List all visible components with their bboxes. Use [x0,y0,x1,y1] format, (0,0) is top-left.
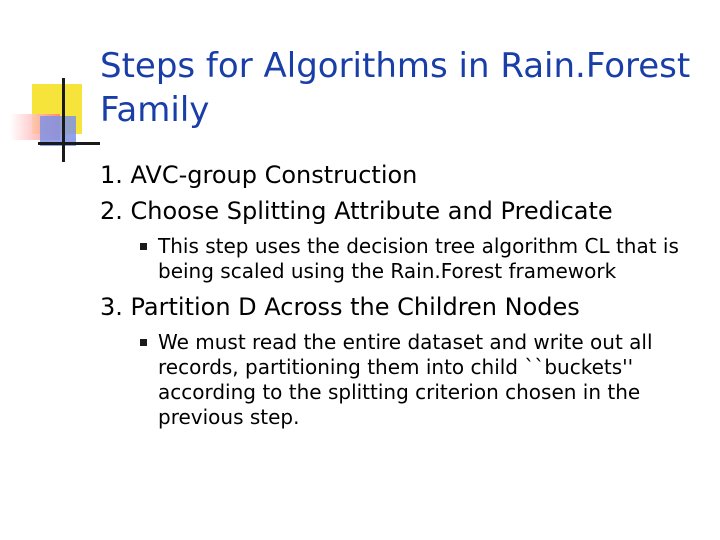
step-3-detail [100,330,698,430]
step-1: 1. AVC-group Construction [100,161,418,189]
step-2-detail-text: This step uses the decision tree algorithm CL that is being scaled using the Rain.Forest framework [158,234,679,283]
slide-title: Steps for Algorithms in Rain.Forest Family [100,46,691,130]
square-bullet-icon [140,243,147,250]
horizontal-line-decoration [38,142,100,145]
vertical-line-decoration [62,78,65,162]
step-3-detail-text: We must read the entire dataset and write out all records, partitioning them into child ``buckets'' according to the splitting criterion chosen in the previous step. [158,330,653,429]
step-2: 2. Choose Splitting Attribute and Predicate [100,197,613,225]
square-bullet-icon [140,339,147,346]
step-3: 3. Partition D Across the Children Nodes [100,293,580,321]
step-2-detail [100,234,698,284]
slide-content [100,160,700,438]
